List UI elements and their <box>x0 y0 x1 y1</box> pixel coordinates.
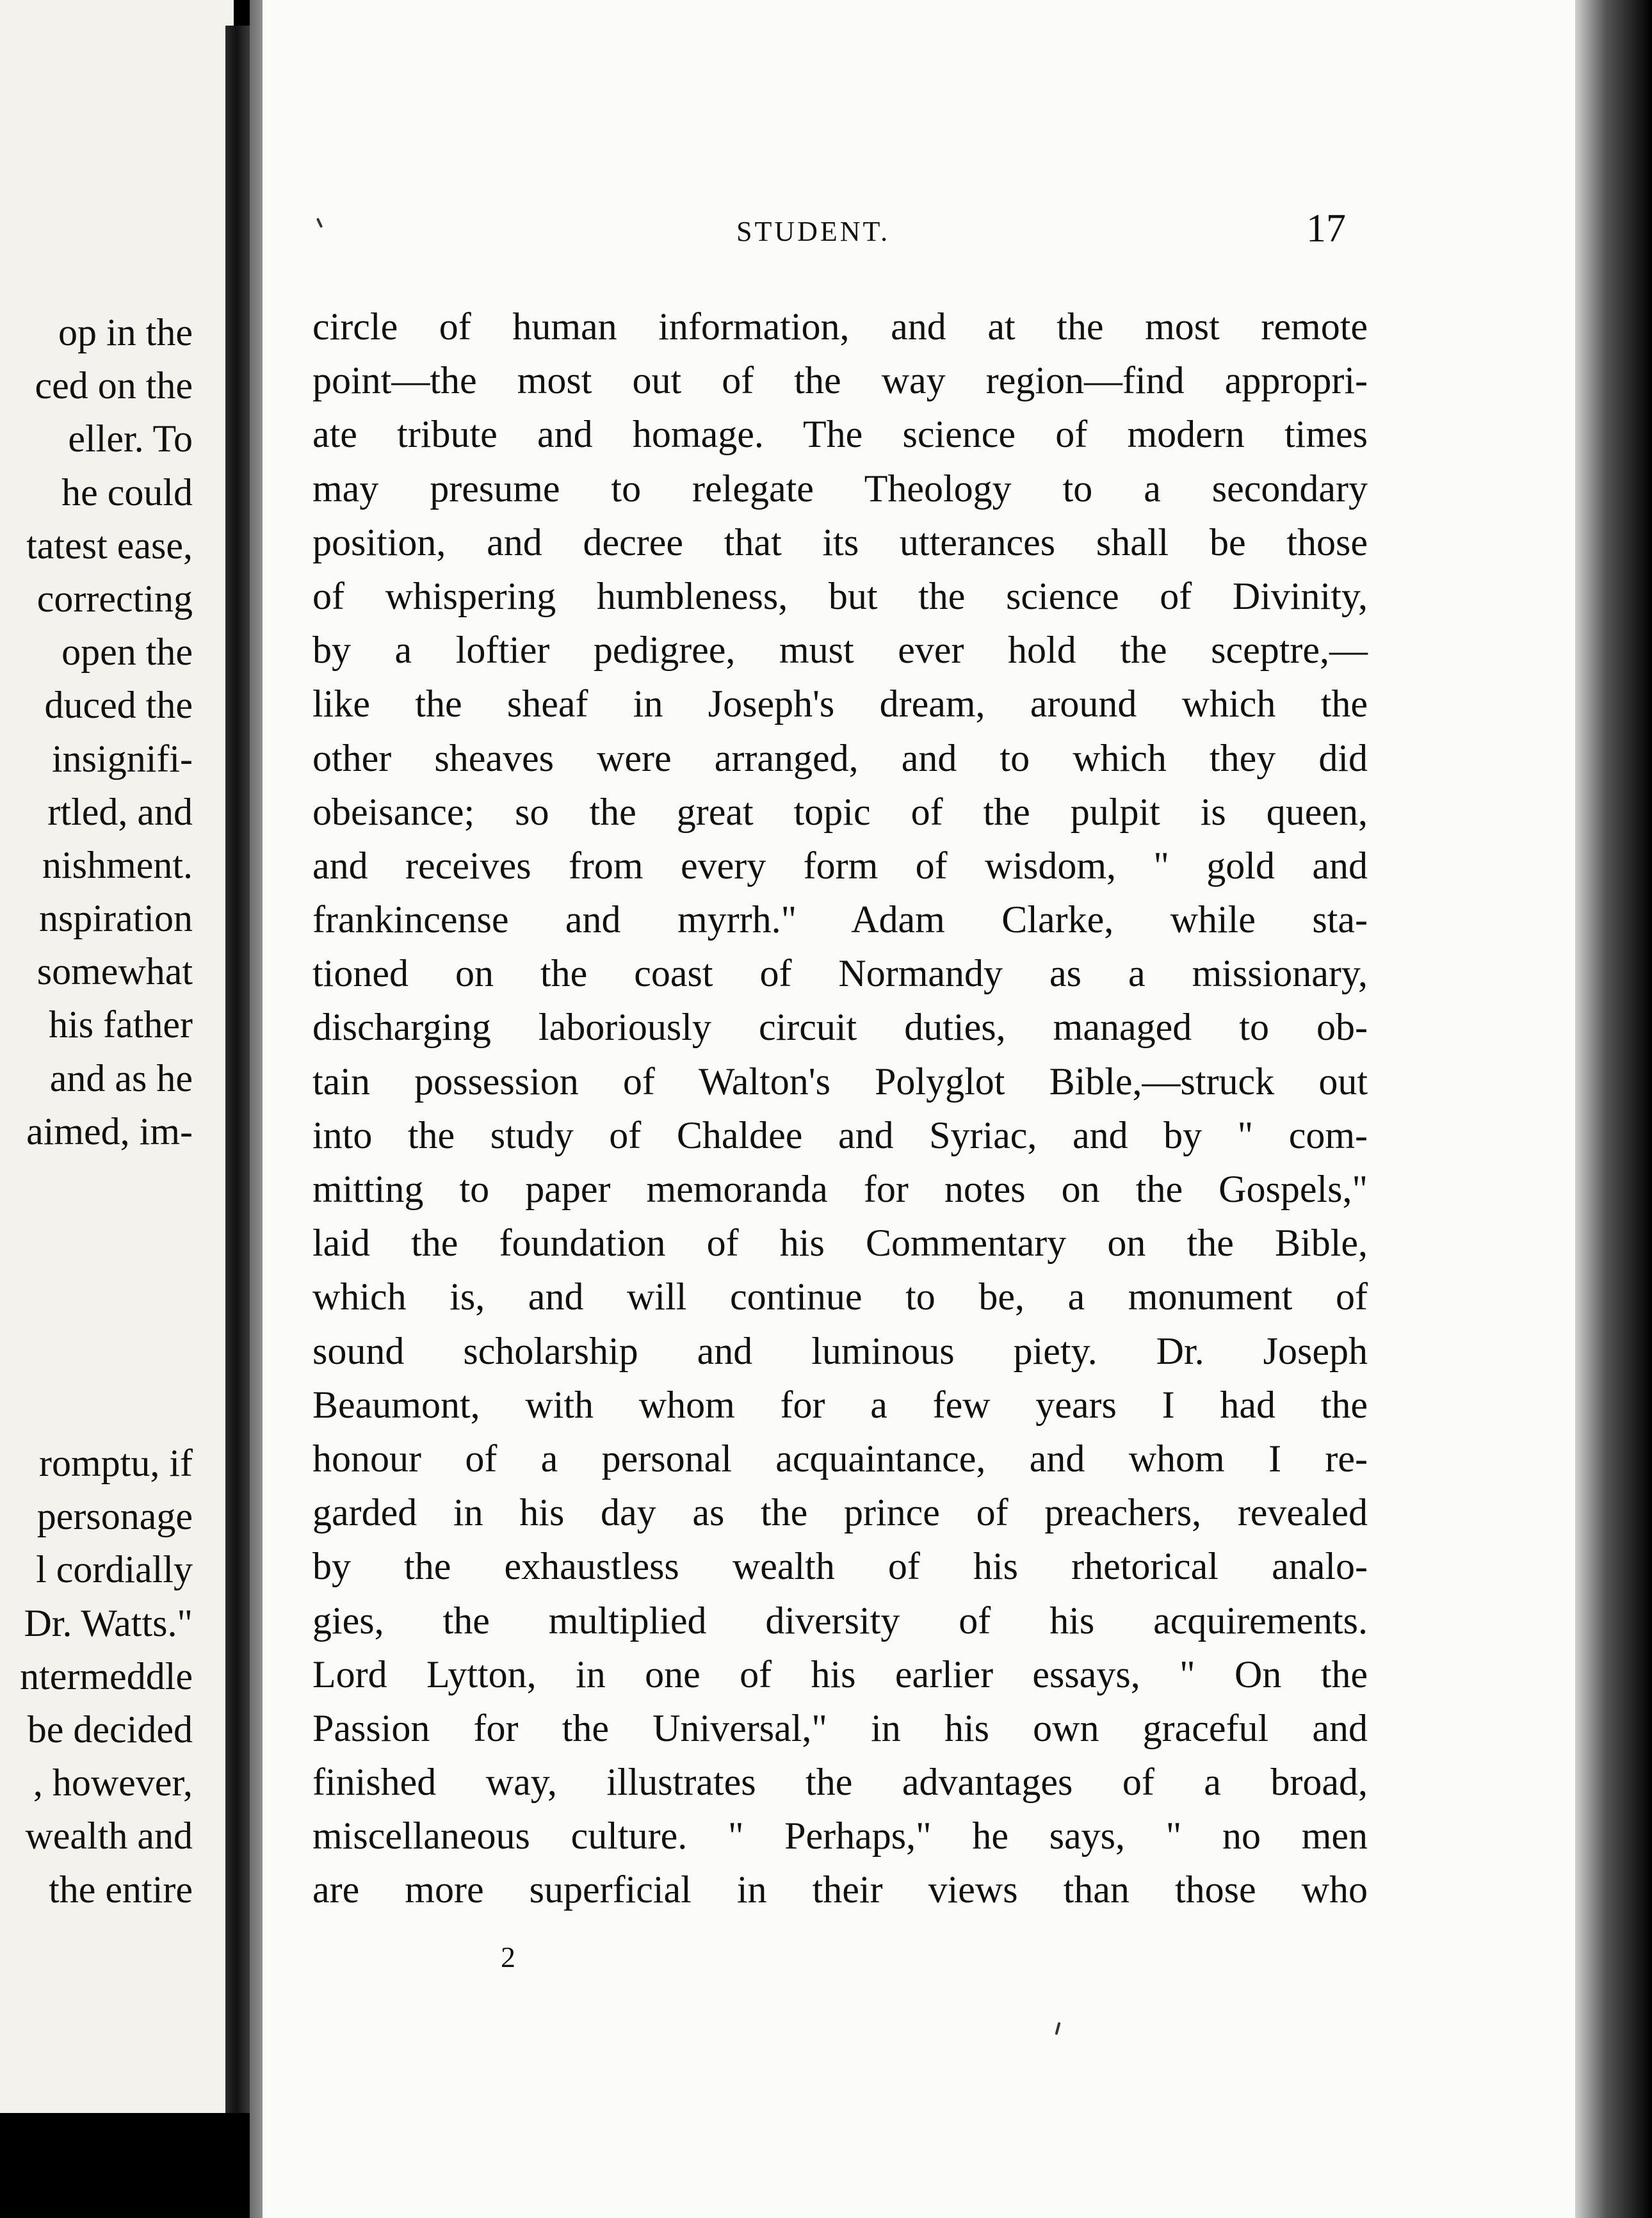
body-line: are more superficial in their views than those who <box>312 1868 1368 1911</box>
body-line: Beaumont, with whom for a few years I had the <box>312 1383 1368 1426</box>
body-line: circle of human information, and at the most remote <box>312 305 1368 348</box>
left-line: Dr. Watts." <box>24 1601 193 1644</box>
left-line: be decided <box>27 1708 193 1751</box>
left-line: he could <box>61 471 193 514</box>
body-line: by the exhaustless wealth of his rhetorical analo- <box>312 1545 1368 1588</box>
body-line: ate tribute and homage. The science of modern times <box>312 413 1368 456</box>
left-line: his father <box>49 1003 193 1046</box>
body-line: and receives from every form of wisdom, " gold and <box>312 844 1368 887</box>
left-line: wealth and <box>25 1815 193 1858</box>
body-line: tioned on the coast of Normandy as a missionary, <box>312 952 1368 995</box>
book-gutter <box>225 26 250 2113</box>
body-line: mitting to paper memoranda for notes on the Gospels," <box>312 1168 1368 1210</box>
body-line: Lord Lytton, in one of his earlier essays, " On the <box>312 1653 1368 1696</box>
left-page-text-block-2 <box>20 1437 193 1916</box>
body-line: garded in his day as the prince of preachers, revealed <box>312 1491 1368 1534</box>
body-line: laid the foundation of his Commentary on the Bible, <box>312 1222 1368 1265</box>
body-line: Passion for the Universal," in his own graceful and <box>312 1706 1368 1749</box>
left-page-text-block-1 <box>26 306 193 1158</box>
body-line: position, and decree that its utterances shall be those <box>312 521 1368 563</box>
left-line: open the <box>61 631 193 674</box>
body-line: like the sheaf in Joseph's dream, around which the <box>312 683 1368 725</box>
left-line: correcting <box>36 577 193 620</box>
left-line: somewhat <box>36 950 193 993</box>
body-line: tain possession of Walton's Polyglot Bible,—struck out <box>312 1060 1368 1103</box>
left-line: nishment. <box>42 843 193 886</box>
left-line: tatest ease, <box>26 524 193 567</box>
page-edge-shadow <box>1575 0 1652 2218</box>
page-number: 17 <box>1306 207 1346 250</box>
left-page <box>0 0 234 2113</box>
left-line: rtled, and <box>47 790 193 833</box>
left-line: ced on the <box>35 364 193 407</box>
left-line: ntermeddle <box>20 1655 193 1697</box>
body-line: miscellaneous culture. " Perhaps," he says, " no men <box>312 1815 1368 1858</box>
body-line: obeisance; so the great topic of the pulpit is queen, <box>312 790 1368 833</box>
body-line: by a loftier pedigree, must ever hold the sceptre,— <box>312 629 1368 672</box>
body-line: other sheaves were arranged, and to which they did <box>312 736 1368 779</box>
left-line: , however, <box>33 1761 193 1804</box>
body-line: frankincense and myrrh." Adam Clarke, while sta- <box>312 898 1368 941</box>
left-line: aimed, im- <box>26 1110 193 1153</box>
body-line: into the study of Chaldee and Syriac, and by " com- <box>312 1113 1368 1156</box>
body-line: which is, and will continue to be, a monument of <box>312 1275 1368 1318</box>
body-line: gies, the multiplied diversity of his acquirements. <box>312 1599 1368 1642</box>
running-head: STUDENT. <box>736 216 891 247</box>
body-line: discharging laboriously circuit duties, managed to ob- <box>312 1006 1368 1049</box>
left-line: personage <box>36 1495 193 1538</box>
left-line: and as he <box>49 1056 193 1099</box>
left-line: l cordially <box>36 1548 193 1591</box>
left-line: op in the <box>58 311 193 353</box>
body-line: honour of a personal acquaintance, and whom I re- <box>312 1437 1368 1480</box>
signature-mark: 2 <box>501 1941 515 1973</box>
body-line: may presume to relegate Theology to a secondary <box>312 467 1368 510</box>
body-line: point—the most out of the way region—find appropri- <box>312 359 1368 402</box>
left-line: romptu, if <box>39 1442 193 1484</box>
body-line: sound scholarship and luminous piety. Dr. Joseph <box>312 1329 1368 1372</box>
left-line: eller. To <box>68 417 193 460</box>
body-line: of whispering humbleness, but the science of Divinity, <box>312 574 1368 617</box>
left-line: insignifi- <box>52 737 193 780</box>
left-line: the entire <box>49 1868 193 1911</box>
left-line: duced the <box>44 684 193 727</box>
left-line: nspiration <box>39 897 193 940</box>
body-text <box>312 300 1368 1917</box>
body-line: finished way, illustrates the advantages of a broad, <box>312 1761 1368 1804</box>
